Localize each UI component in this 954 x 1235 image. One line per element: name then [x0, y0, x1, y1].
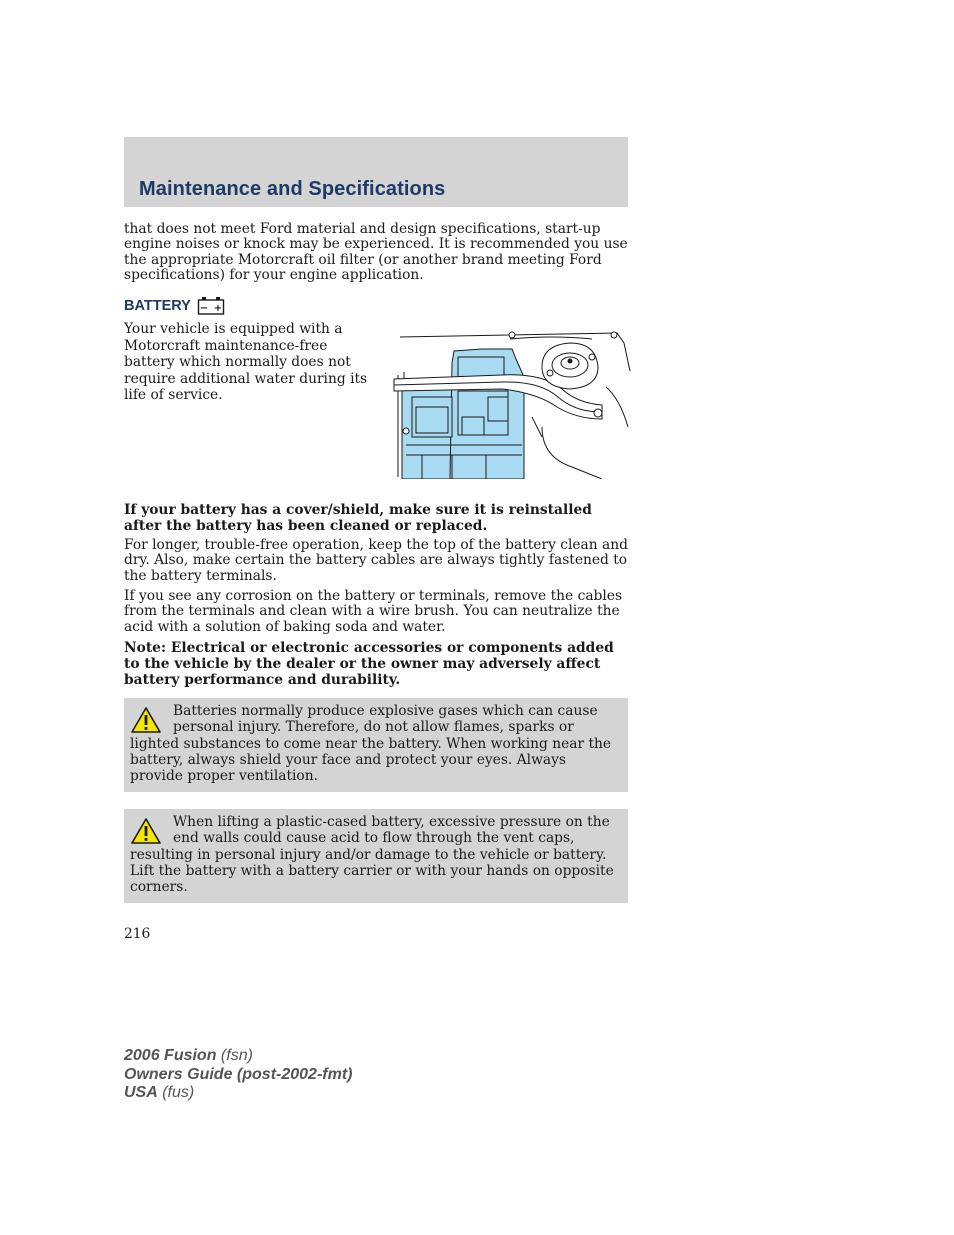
- battery-icon-plus: +: [213, 303, 223, 314]
- intro-paragraph: that does not meet Ford material and design specifications, start-up engine noises or knock may be experienced. It is recommended you use the appropriate Motorcraft oil filter (or another brand meeting Ford specifications) for your engine application.: [124, 221, 628, 283]
- battery-section-title: [124, 296, 225, 316]
- document-footer: [124, 1047, 352, 1103]
- battery-icon-minus: −: [199, 303, 209, 314]
- section-header-title: Maintenance and Specifications: [139, 178, 446, 200]
- battery-section-title-text: BATTERY: [124, 298, 191, 314]
- battery-description: Your vehicle is equipped with a Motorcraft maintenance-free battery which normally does not require additional water during its life of service.: [124, 321, 368, 404]
- warning-text-explosive-gases: Batteries normally produce explosive gases which can cause personal injury. Therefore, do not allow flames, sparks or lighted substances to come near the battery. When working near the battery, always shield your face and protect your eyes. Always provide proper ventilation.: [130, 703, 612, 785]
- footer-line-2: Owners Guide (post-2002-fmt): [124, 1065, 353, 1083]
- warning-box-explosive-gases: [124, 698, 628, 792]
- footer-line-1: 2006 Fusion (fsn): [124, 1047, 253, 1064]
- accessories-note: Note: Electrical or electronic accessories or components added to the vehicle by the dealer or the owner may adversely affect battery performance and durability.: [124, 640, 614, 688]
- battery-corrosion-paragraph: If you see any corrosion on the battery or terminals, remove the cables from the terminals and clean with a wire brush. You can neutralize the acid with a solution of baking soda and water.: [124, 588, 623, 635]
- warning-text-lifting-battery: When lifting a plastic-cased battery, excessive pressure on the end walls could cause acid to flow through the vent caps, resulting in personal injury and/or damage to the vehicle or battery. Lift the battery with a battery carrier or with your hands on opposite corners.: [130, 814, 614, 896]
- footer-line-3: USA (fus): [124, 1084, 195, 1101]
- battery-care-paragraph: For longer, trouble-free operation, keep the top of the battery clean and dry. Also, make certain the battery cables are always tightly fastened to the battery terminals.: [124, 537, 628, 584]
- battery-icon: [197, 296, 225, 316]
- battery-engine-compartment-illustration: [392, 327, 632, 479]
- warning-box-lifting-battery: [124, 809, 628, 903]
- section-header-band: [124, 137, 628, 207]
- battery-cover-notice: If your battery has a cover/shield, make sure it is reinstalled after the battery has been cleaned or replaced.: [124, 502, 592, 534]
- page-number: 216: [124, 926, 151, 942]
